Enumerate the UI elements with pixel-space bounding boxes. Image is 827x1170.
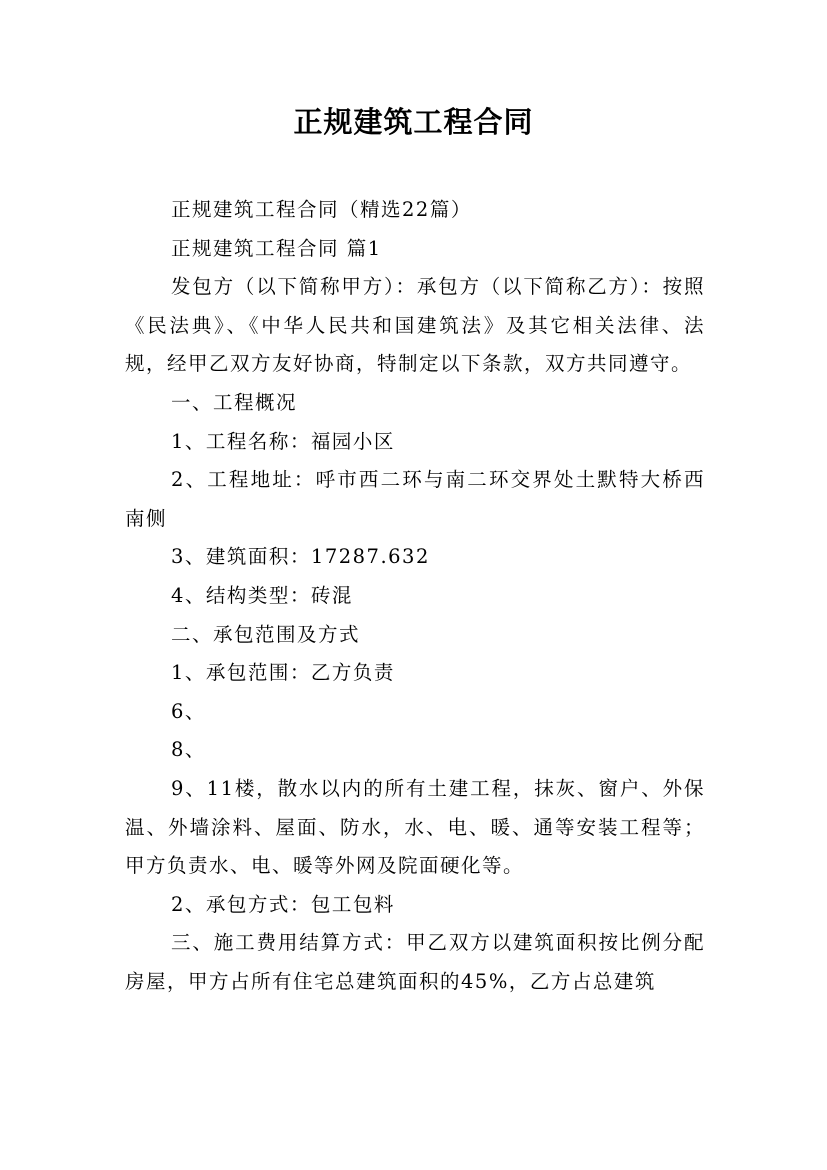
paragraph-subtitle: 正规建筑工程合同（精选22篇）	[171, 198, 472, 221]
paragraph-article-heading: 正规建筑工程合同 篇1	[171, 236, 382, 260]
paragraph-building-area: 3、建筑面积：17287.632	[171, 545, 430, 569]
document-title: 正规建筑工程合同	[293, 105, 534, 139]
paragraph-parties: 发包方（以下简称甲方）：承包方（以下简称乙方）：按照《民法典》、《中华人民共和国建筑法》及其它相关法律、法规，经甲乙双方友好协商，特制定以下条款，双方共同遵守。	[125, 275, 705, 376]
paragraph-structure-type: 4、结构类型：砖混	[171, 583, 353, 607]
paragraph-scope-details: 9、11楼，散水以内的所有土建工程，抹灰、窗户、外保温、外墙涂料、屋面、防水，水、电、暖、通等安装工程等；甲方负责水、电、暖等外网及院面硬化等。	[125, 776, 705, 878]
paragraph-contract-method: 2、承包方式：包工包料	[171, 892, 395, 916]
section-heading-scope: 二、承包范围及方式	[171, 622, 361, 646]
paragraph-item-6: 6、	[171, 699, 206, 723]
document-body	[125, 191, 705, 1001]
section-heading-overview: 一、工程概况	[171, 390, 298, 414]
paragraph-scope: 1、承包范围：乙方负责	[171, 661, 395, 685]
paragraph-project-name: 1、工程名称：福园小区	[171, 429, 395, 453]
paragraph-settlement: 三、施工费用结算方式：甲乙双方以建筑面积按比例分配房屋，甲方占所有住宅总建筑面积的45%，乙方占总建筑	[125, 931, 705, 993]
paragraph-item-8: 8、	[171, 738, 206, 762]
paragraph-project-address: 2、工程地址：呼市西二环与南二环交界处土默特大桥西南侧	[125, 468, 705, 530]
